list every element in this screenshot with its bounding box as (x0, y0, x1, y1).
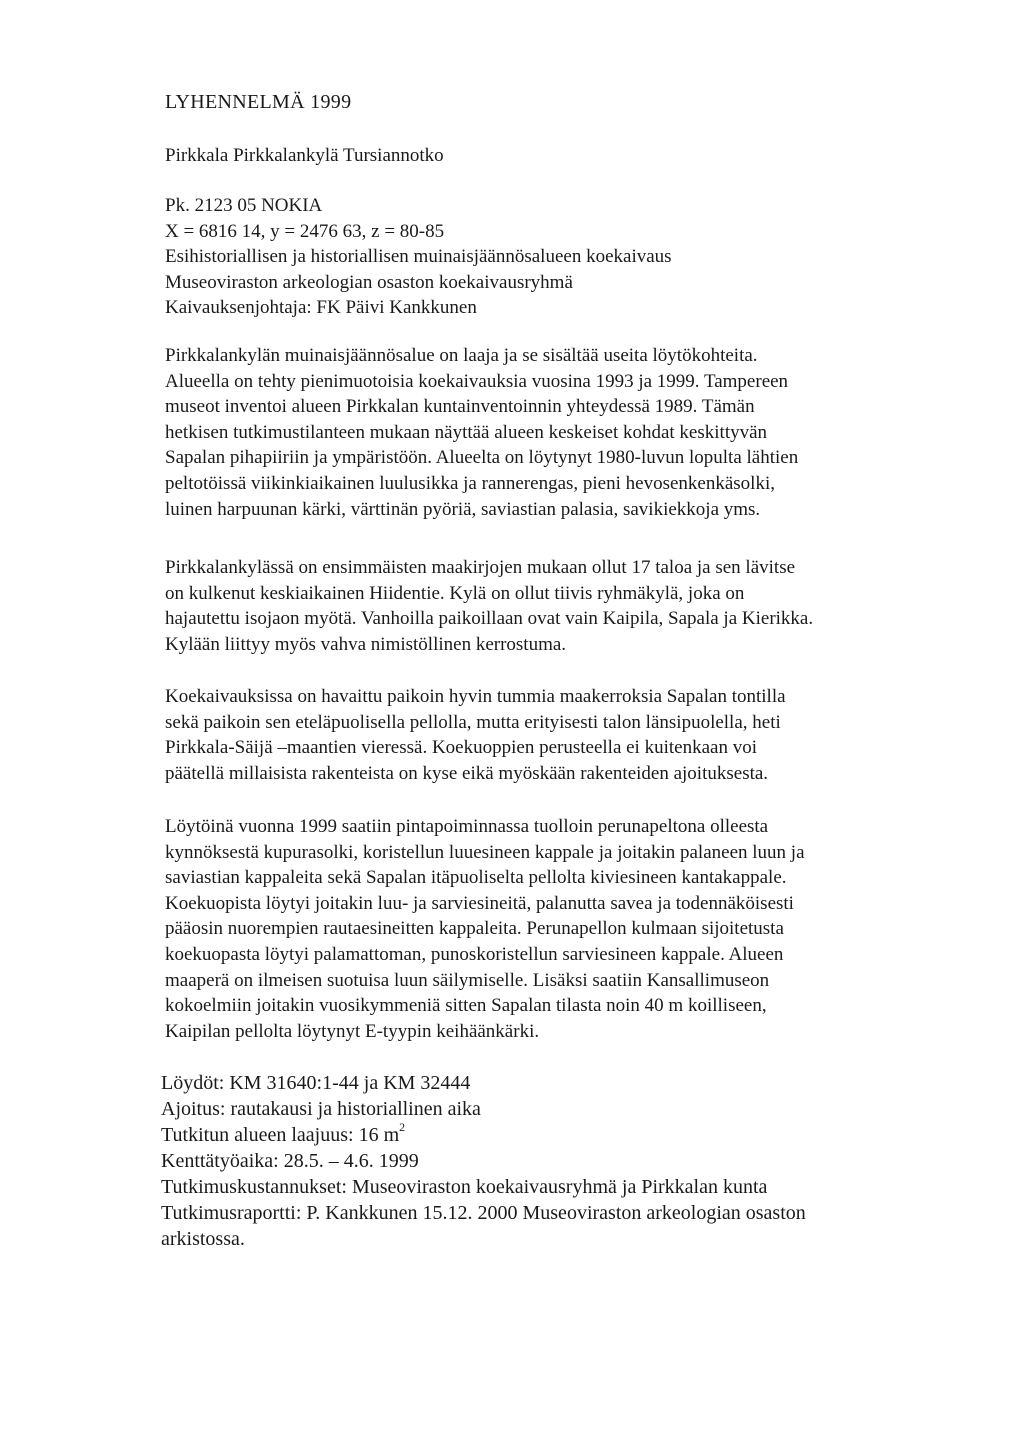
summary-facts (161, 1070, 941, 1252)
paragraph-line: koekuopasta löytyi palamattoman, punoskoristellun sarviesineen kappale. Alueen (165, 943, 784, 965)
paragraph-line: luinen harpuunan kärki, värttinän pyöriä, saviastian palasia, savikiekkoja yms. (165, 498, 761, 520)
paragraph-line: maaperä on ilmeisen suotuisa luun säilymiselle. Lisäksi saatiin Kansallimuseon (165, 969, 770, 991)
finds-catalog: Löydöt: KM 31640:1-44 ja KM 32444 (161, 1072, 471, 1094)
fieldwork-period: Kenttätyöaika: 28.5. – 4.6. 1999 (161, 1150, 419, 1172)
paragraph-line: on kulkenut keskiaikainen Hiidentie. Kylä on ollut tiivis ryhmäkylä, joka on (165, 582, 745, 604)
paragraph-line: Alueella on tehty pienimuotoisia koekaivauksia vuosina 1993 ja 1999. Tampereen (165, 370, 789, 392)
paragraph-line: Kaipilan pellolta löytynyt E-tyypin keihäänkärki. (165, 1020, 540, 1042)
coordinates: X = 6816 14, y = 2476 63, z = 80-85 (165, 220, 445, 242)
paragraph-line: Pirkkalankylässä on ensimmäisten maakirjojen mukaan ollut 17 taloa ja sen lävitse (165, 557, 796, 578)
paragraph-line: Sapalan pihapiiriin ja ympäristöön. Alueelta on löytynyt 1980-luvun lopulta lähtien (165, 447, 799, 469)
paragraph-site-description (165, 343, 945, 522)
site-metadata (165, 193, 945, 321)
paragraph-line: kokoelmiin joitakin vuosikymmeniä sitten Sapalan tilasta noin 40 m koilliseen, (165, 995, 767, 1017)
excavated-area (161, 1122, 941, 1148)
excavation-type: Esihistoriallisen ja historiallisen muinaisjäännösalueen koekaivaus (165, 246, 672, 268)
paragraph-line: Pirkkala-Säijä –maantien vieressä. Koekuoppien perusteella ei kuitenkaan voi (165, 737, 757, 759)
paragraph-line: pääosin nuorempien rautaesineitten kappaleita. Perunapellon kulmaan sijoitetusta (165, 918, 784, 940)
paragraph-finds-1999 (165, 814, 945, 1044)
excavated-area-text: Tutkitun alueen laajuus: 16 m (161, 1124, 400, 1146)
paragraph-line: peltotöissä viikinkiaikainen luulusikka ja rannerengas, pieni hevosenkenkäsolki, (165, 472, 775, 494)
organization: Museoviraston arkeologian osaston koekaivausryhmä (165, 271, 573, 293)
site-location-text: Pirkkala Pirkkalankylä Tursiannotko (165, 145, 444, 166)
research-funding: Tutkimuskustannukset: Museoviraston koekaivausryhmä ja Pirkkalan kunta (161, 1176, 768, 1198)
paragraph-village-history (165, 555, 945, 657)
site-location (165, 143, 945, 169)
title-text: LYHENNELMÄ 1999 (165, 91, 352, 113)
paragraph-line: hajautettu isojaon myötä. Vanhoilla paikoillaan ovat vain Kaipila, Sapala ja Kierikka. (165, 608, 814, 630)
area-exponent: 2 (399, 1120, 406, 1135)
paragraph-line: Löytöinä vuonna 1999 saatiin pintapoiminnassa tuolloin perunapeltona olleesta (165, 816, 769, 837)
paragraph-line: Koekaivauksissa on havaittu paikoin hyvin tummia maakerroksia Sapalan tontilla (165, 686, 786, 707)
paragraph-line: saviastian kappaleita sekä Sapalan itäpuoliselta pellolta kiviesineen kantakappale. (165, 867, 787, 889)
paragraph-line: Kylään liittyy myös vahva nimistöllinen kerrostuma. (165, 633, 567, 655)
paragraph-line: hetkisen tutkimustilanteen mukaan näyttää alueen keskeiset kohdat keskittyvän (165, 421, 768, 443)
paragraph-line: sekä paikoin sen eteläpuolisella pellolla, mutta erityisesti talon länsipuolella, heti (165, 711, 781, 733)
paragraph-line: Koekuopista löytyi joitakin luu- ja sarviesineitä, palanutta savea ja todennäköisesti (165, 892, 794, 914)
dating: Ajoitus: rautakausi ja historiallinen aika (161, 1098, 481, 1120)
research-report: Tutkimusraportti: P. Kankkunen 15.12. 2000 Museoviraston arkeologian osaston (161, 1202, 806, 1224)
paragraph-line: päätellä millaisista rakenteista on kyse eikä myöskään rakenteiden ajoituksesta. (165, 762, 769, 784)
research-report-continued: arkistossa. (161, 1228, 245, 1250)
excavation-director: Kaivauksenjohtaja: FK Päivi Kankkunen (165, 297, 477, 319)
map-sheet: Pk. 2123 05 NOKIA (165, 195, 323, 216)
document-title (165, 90, 945, 116)
paragraph-line: museot inventoi alueen Pirkkalan kuntainventoinnin yhteydessä 1989. Tämän (165, 396, 755, 418)
paragraph-line: Pirkkalankylän muinaisjäännösalue on laaja ja se sisältää useita löytökohteita. (165, 345, 758, 366)
paragraph-excavation-observations (165, 684, 945, 786)
paragraph-line: kynnöksestä kupurasolki, koristellun luuesineen kappale ja joitakin palaneen luun ja (165, 841, 805, 863)
